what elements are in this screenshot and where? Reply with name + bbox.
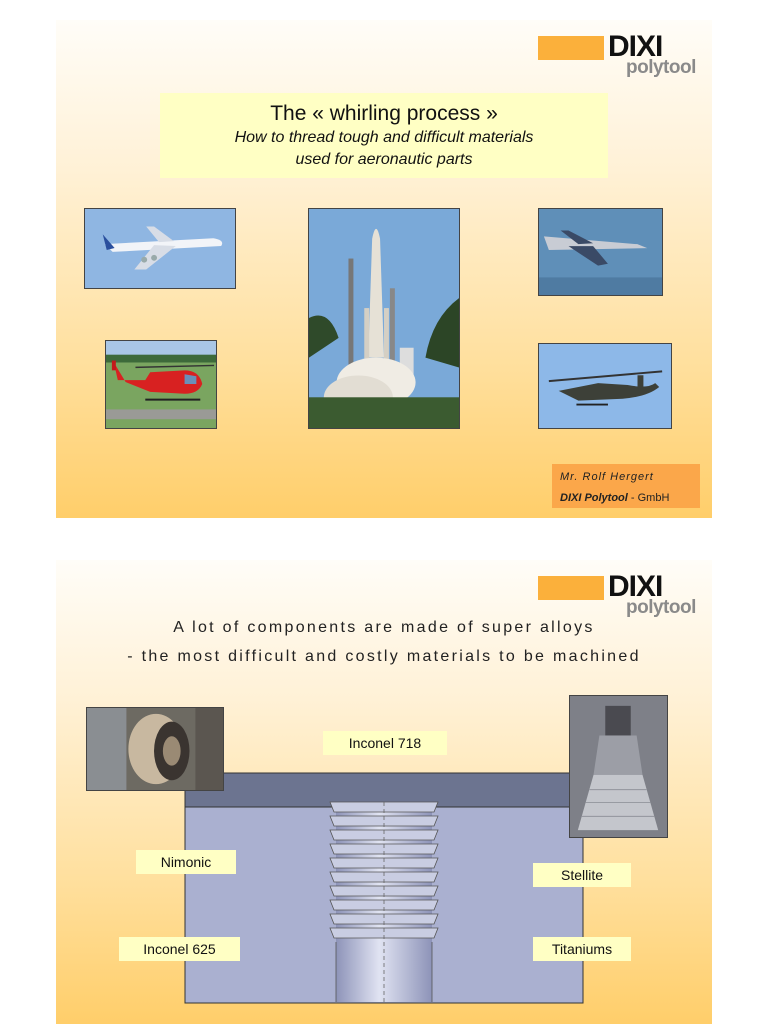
slide-subtitle-line-2: used for aeronautic parts xyxy=(295,151,473,168)
logo-bar xyxy=(538,36,604,60)
title-box xyxy=(160,93,608,178)
label-nimonic: Nimonic xyxy=(136,850,236,874)
slide-title xyxy=(56,20,712,518)
label-inconel-625: Inconel 625 xyxy=(119,937,240,961)
airliner-photo xyxy=(84,208,236,289)
label-titaniums: Titaniums xyxy=(533,937,631,961)
red-helicopter-photo xyxy=(105,340,217,429)
slide-super-alloys xyxy=(56,560,712,1024)
logo-brand: DIXI xyxy=(608,30,663,63)
logo-bar xyxy=(538,576,604,600)
logo-subbrand: polytool xyxy=(626,597,696,618)
slide-title-text: The « whirling process » xyxy=(270,102,498,125)
author-company xyxy=(560,491,700,505)
slide-subtitle-line-1: How to thread tough and difficult materials xyxy=(234,129,534,146)
dixi-polytool-logo xyxy=(538,570,708,622)
label-stellite: Stellite xyxy=(533,863,631,887)
logo-subbrand: polytool xyxy=(626,57,696,78)
author-company-name: DIXI Polytool xyxy=(560,492,628,504)
label-inconel-718: Inconel 718 xyxy=(323,731,447,755)
dixi-polytool-logo xyxy=(538,30,708,82)
threaded-block-illustration xyxy=(184,772,584,1004)
author-box xyxy=(552,464,700,508)
heading-line-2: - the most difficult and costly materials to be machined xyxy=(127,648,641,665)
logo-brand: DIXI xyxy=(608,570,663,603)
author-company-suffix: - GmbH xyxy=(627,492,670,504)
heading-line-1: A lot of components are made of super alloys xyxy=(173,619,595,636)
turbine-engine-photo xyxy=(86,707,224,791)
rocket-engine-photo xyxy=(569,695,668,838)
fighter-jet-photo xyxy=(538,208,663,296)
rocket-launch-photo xyxy=(308,208,460,429)
author-name: Mr. Rolf Hergert xyxy=(560,471,654,483)
combat-helicopter-photo xyxy=(538,343,672,429)
